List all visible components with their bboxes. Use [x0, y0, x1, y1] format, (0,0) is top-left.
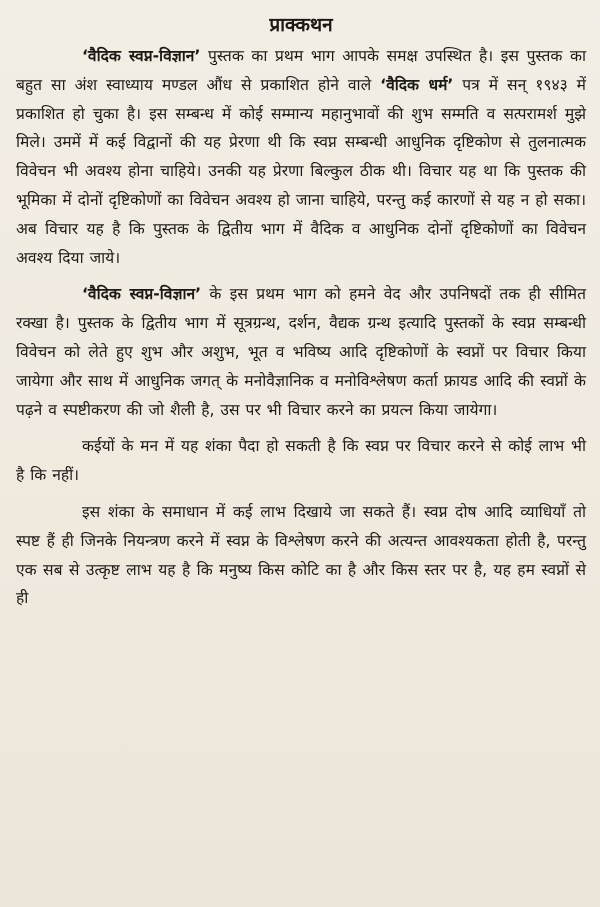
- book-title-emphasis: ‘वैदिक स्वप्न-विज्ञान’: [82, 47, 201, 65]
- paragraph-3: [16, 432, 586, 490]
- book-title-emphasis: ‘वैदिक स्वप्न-विज्ञान’: [82, 285, 202, 304]
- paragraph-2: [16, 280, 586, 424]
- paragraph-4-text: इस शंका के समाधान में कई लाभ दिखाये जा सकते हैं। स्वप्न दोष आदि व्याधियाँ तो स्पष्ट हैं ही जिनके नियन्त्रण करने में स्वप्न के विश्लेषण करने की अत्यन्त आवश्यकता होती है, परन्तु एक सब से उत्कृष्ट लाभ यह है कि मनुष्य किस कोटि का है और किस स्तर पर है, यह हम स्वप्नों से ही: [16, 502, 586, 608]
- paragraph-1-text-a: पुस्तक का प्रथम भाग आपके समक्ष उपस्थित है। इस पुस्तक का बहुत सा अंश स्वाध्याय मण्डल औंध से प्रकाशित होने वाले: [16, 47, 586, 94]
- paragraph-2-text: के इस प्रथम भाग को हमने वेद और उपनिषदों तक ही सीमित रक्खा है। पुस्तक के द्वितीय भाग में सूत्रग्रन्थ, दर्शन, वैद्यक ग्रन्थ इत्यादि पुस्तकों के स्वप्न सम्बन्धी विवेचन को लेते हुए शुभ और अशुभ, भूत व भविष्य आदि दृष्टिकोणों के स्वप्नों पर विचार किया जायेगा और साथ में आधुनिक जगत् के मनोवैज्ञानिक व मनोविश्लेषण कर्ता फ्रायड आदि की स्वप्नों के पढ़ने व स्पष्टीकरण की जो शैली है, उस पर भी विचार करने का प्रयत्न किया जायेगा।: [16, 285, 586, 419]
- page-title: प्राक्कथन: [269, 14, 333, 36]
- paragraph-4: [16, 498, 586, 613]
- paragraph-3-text: कईयों के मन में यह शंका पैदा हो सकती है कि स्वप्न पर विचार करने से कोई लाभ भी है कि नहीं।: [16, 437, 586, 485]
- paragraph-1-text-b: पत्र में सन् १९४३ में प्रकाशित हो चुका है। इस सम्बन्ध में कोई सम्मान्य महानुभावों की शुभ सम्मति व सत्परामर्श मुझे मिले। उममें में कई विद्वानों की यह प्रेरणा थी कि स्वप्न सम्बन्धी आधुनिक दृष्टिकोण से तुलनात्मक विवेचन भी अवश्य होना चाहिये। उनकी यह प्रेरणा बिल्कुल ठीक थी। विचार यह था कि पुस्तक की भूमिका में दोनों दृष्टिकोणों का विवेचन अवश्य हो जाना चाहिये, परन्तु कई कारणों से यह न हो सका। अब विचार यह है कि पुस्तक के द्वितीय भाग में वैदिक व आधुनिक दोनों दृष्टिकोणों का विवेचन अवश्य दिया जाये।: [16, 75, 586, 267]
- paragraph-1: [16, 42, 586, 272]
- journal-title-emphasis: ‘वैदिक धर्म’: [380, 75, 454, 94]
